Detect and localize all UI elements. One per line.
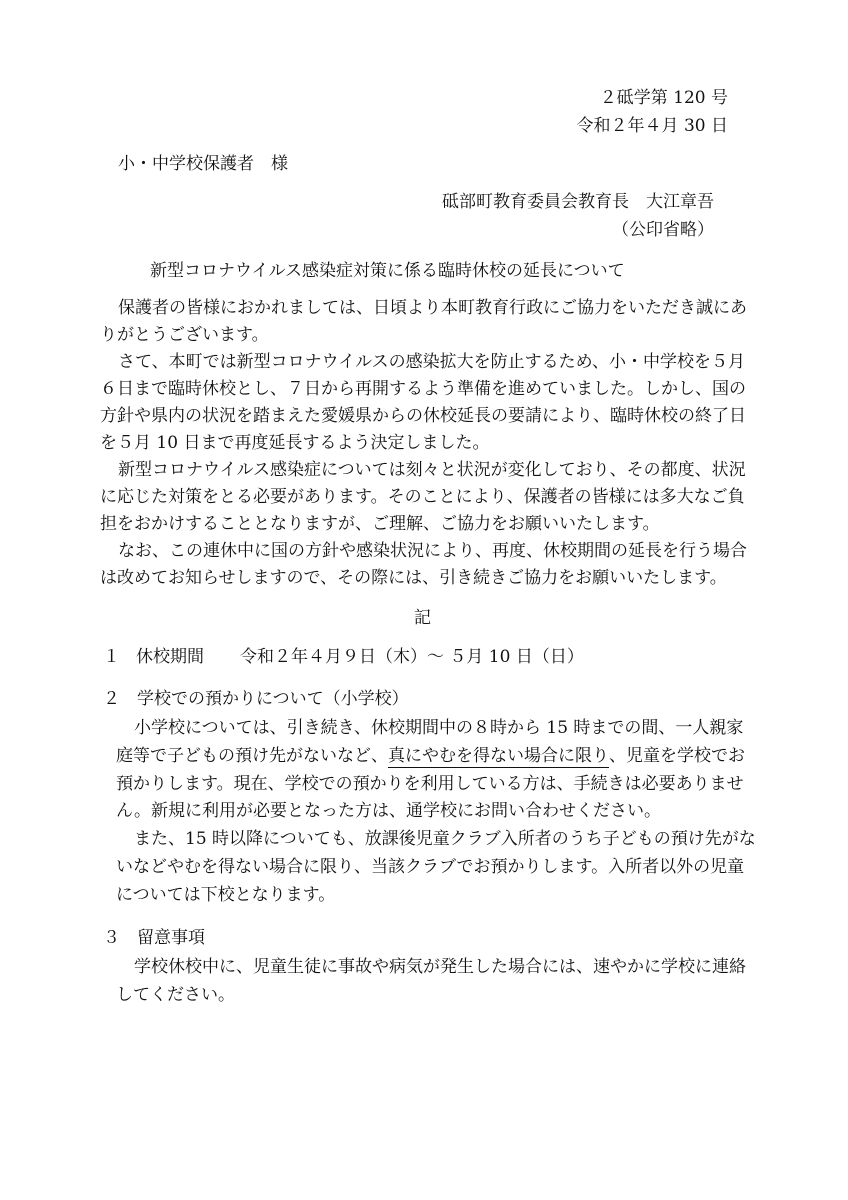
section1-label: 休校期間 bbox=[136, 647, 204, 667]
section2-line2 bbox=[116, 744, 745, 768]
section1-value: 令和２年４月９日（木）～ ５月 10 日（日） bbox=[240, 647, 584, 667]
sender: 砥部町教育委員会教育長 大江章吾 bbox=[442, 192, 714, 212]
section2-line6: いなどやむを得ない場合に限り、当該クラブでお預かりします。入所者以外の児童 bbox=[116, 857, 745, 877]
section2-line2-after: 、児童を学校でお bbox=[609, 746, 745, 766]
section2-line2-before: 庭等で子どもの預け先がないなど、 bbox=[116, 746, 388, 766]
document-title: 新型コロナウイルス感染症対策に係る臨時休校の延長について bbox=[150, 261, 625, 281]
doc-number: ２砥学第 120 号 bbox=[599, 88, 728, 108]
body-p2-line4: を５月 10 日まで再度延長するよう決定しました。 bbox=[100, 433, 490, 453]
section2-line7: については下校となります。 bbox=[116, 885, 336, 905]
body-p4-line2: は改めてお知らせしますので、その際には、引き続きご協力をお願いいたします。 bbox=[100, 568, 727, 588]
body-p2-line1: さて、本町では新型コロナウイルスの感染拡大を防止するため、小・中学校を５月 bbox=[118, 352, 745, 372]
body-p3-line3: 担をおかけすることとなりますが、ご理解、ご協力をお願いいたします。 bbox=[100, 514, 660, 534]
addressee: 小・中学校保護者 様 bbox=[118, 154, 288, 174]
body-p2-line2: ６日まで臨時休校とし、７日から再開するよう準備を進めていました。しかし、国の bbox=[100, 379, 746, 399]
section2-line3: 預かりします。現在、学校での預かりを利用している方は、手続きは必要ありませ bbox=[116, 774, 744, 794]
ki-heading: 記 bbox=[414, 608, 431, 628]
section3-line2: してください。 bbox=[116, 985, 235, 1005]
body-p3-line1: 新型コロナウイルス感染症については刻々と状況が変化しており、その都度、状況 bbox=[118, 460, 746, 480]
section2-line5: また、15 時以降についても、放課後児童クラブ入所者のうち子どもの預け先がな bbox=[134, 829, 756, 849]
section2-line4: ん。新規に利用が必要となった方は、通学校にお問い合わせください。 bbox=[116, 801, 662, 821]
body-p1-line2: りがとうございます。 bbox=[100, 325, 269, 345]
section1-number: １ bbox=[103, 647, 120, 667]
underlined-emphasis: 真にやむを得ない場合に限り bbox=[388, 746, 609, 766]
seal-note: （公印省略） bbox=[612, 220, 714, 240]
section3-line1: 学校休校中に、児童生徒に事故や病気が発生した場合には、速やかに学校に連絡 bbox=[134, 957, 746, 977]
body-p1-line1: 保護者の皆様におかれましては、日頃より本町教育行政にご協力をいただき誠にあ bbox=[118, 298, 747, 318]
body-p4-line1: なお、この連休中に国の方針や感染状況により、再度、休校期間の延長を行う場合 bbox=[118, 541, 747, 561]
body-p2-line3: 方針や県内の状況を踏まえた愛媛県からの休校延長の要請により、臨時休校の終了日 bbox=[100, 406, 746, 426]
section2-line1: 小学校については、引き続き、休校期間中の８時から 15 時までの間、一人親家 bbox=[134, 718, 744, 738]
section3-heading: ３ 留意事項 bbox=[103, 928, 205, 948]
section2-heading: ２ 学校での預かりについて（小学校） bbox=[103, 689, 409, 709]
body-p3-line2: に応じた対策をとる必要があります。そのことにより、保護者の皆様には多大なご負 bbox=[100, 487, 745, 507]
doc-date: 令和２年４月 30 日 bbox=[576, 116, 728, 136]
